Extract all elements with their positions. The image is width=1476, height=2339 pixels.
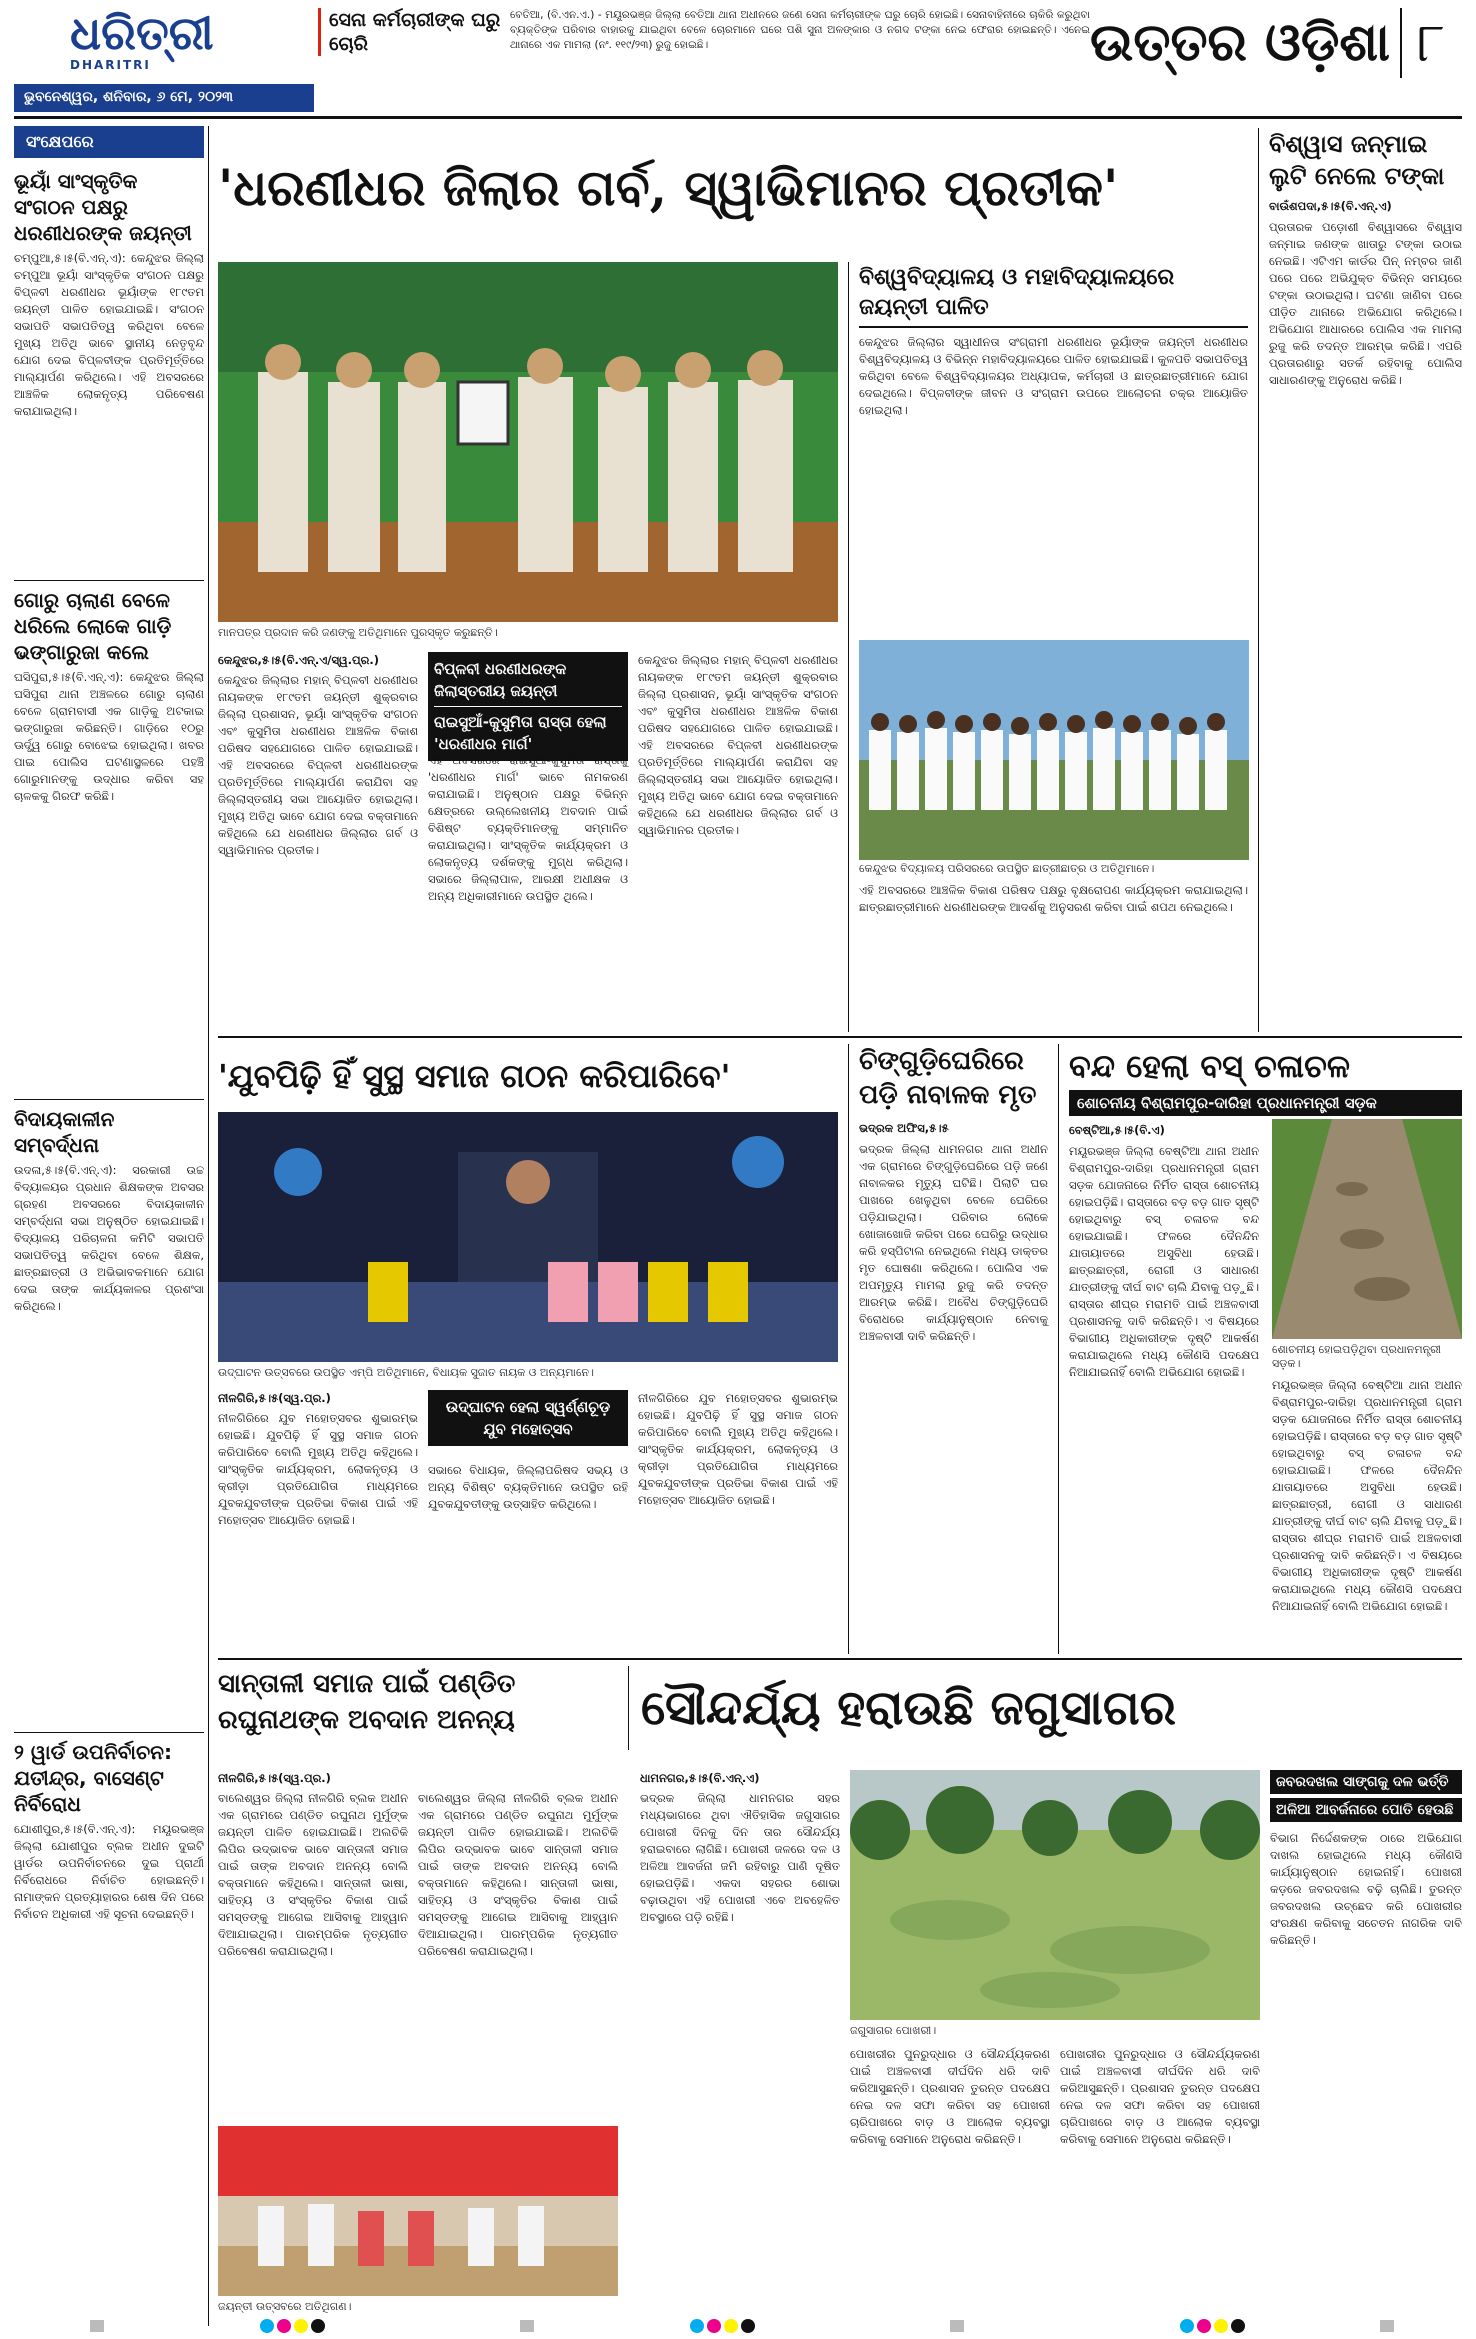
magenta-dot xyxy=(707,2319,721,2333)
lead-sub-box xyxy=(428,652,628,761)
santali-body-2: ବାଲେଶ୍ୱର ଜିଲ୍ଲା ନୀଳଗିରି ବ୍ଲକ ଅଧୀନ ଏକ ଗ୍ରାମରେ ପଣ୍ଡିତ ରଘୁନାଥ ମୁର୍ମୁଙ୍କ ଜୟନ୍ତୀ ପାଳିତ ହୋଇଯାଇଛି। ଅଲଚିକି ଲିପିର ଉଦ୍ଭାବକ ଭାବେ ସାନ୍ତାଳୀ ସମାଜ ପାଇଁ ତାଙ୍କ ଅବଦାନ ଅନନ୍ୟ ବୋଲି ବକ୍ତାମାନେ କହିଥିଲେ। ସାନ୍ତାଳୀ ଭାଷା, ସାହିତ୍ୟ ଓ ସଂସ୍କୃତିର ବିକାଶ ପାଇଁ ସମସ୍ତଙ୍କୁ ଆଗେଇ ଆସିବାକୁ ଆହ୍ୱାନ ଦିଆଯାଇଥିଲା। ପାରମ୍ପରିକ ନୃତ୍ୟଗୀତ ପରିବେଷଣ କରାଯାଇଥିଲା। xyxy=(418,1791,618,1958)
cmyk-marks xyxy=(1180,2318,1260,2332)
masthead-logo xyxy=(70,8,220,88)
bus-headline: ବନ୍ଦ ହେଲା ବସ୍ ଚଳାଚଳ xyxy=(1069,1047,1350,1085)
magenta-dot xyxy=(277,2319,291,2333)
youth-headline: 'ଯୁବପିଢ଼ି ହିଁ ସୁସ୍ଥ ସମାଜ ଗଠନ କରିପାରିବେ' xyxy=(218,1057,731,1095)
brief-item xyxy=(14,1099,204,1722)
bank-story xyxy=(1258,128,1462,1032)
jagusagar-body-4: ବିଭାଗ ନିର୍ଦ୍ଦେଶକଙ୍କ ଠାରେ ଅଭିଯୋଗ ଦାଖଲ ହୋଇଥିଲେ ମଧ୍ୟ କୌଣସି କାର୍ଯ୍ୟାନୁଷ୍ଠାନ ହୋଇନାହିଁ। ପୋଖରୀ କଡ଼ରେ ଜବରଦଖଲ ବଢ଼ି ଚାଲିଛି। ତୁରନ୍ତ ଜବରଦଖଲ ଉଚ୍ଛେଦ କରି ପୋଖରୀର ସଂରକ୍ଷଣ କରିବାକୁ ସଚେତନ ନାଗରିକ ଦାବି କରିଛନ୍ତି। xyxy=(1270,1831,1462,1947)
black-dot xyxy=(1231,2319,1245,2333)
section-name: ଉତ୍ତର ଓଡ଼ିଶା xyxy=(1090,12,1390,73)
brief-body: ଘସିପୁରା,୫।୫(ବି.ଏନ୍.ଏ): କେନ୍ଦୁଝର ଜିଲ୍ଲା ଘସିପୁରା ଥାନା ଅଞ୍ଚଳରେ ଗୋରୁ ଚାଲାଣ ବେଳେ ଗ୍ରାମବାସୀ ଏକ ଗାଡ଼ିକୁ ଅଟକାଇ ଭଙ୍ଗାରୁଜା କରିଛନ୍ତି। ଗାଡ଼ିରେ ୧୦ରୁ ଊର୍ଦ୍ଧ୍ୱ ଗୋରୁ ବୋଝେଇ ହୋଇଥିଲା। ଖବର ପାଇ ପୋଲିସ ଘଟଣାସ୍ଥଳରେ ପହଞ୍ଚି ଗୋରୁମାନଙ୍କୁ ଉଦ୍ଧାର କରିବା ସହ ଚାଳକକୁ ଗିରଫ କରିଛି। xyxy=(14,670,204,803)
jagusagar-body-3: ପୋଖରୀର ପୁନରୁଦ୍ଧାର ଓ ସୌନ୍ଦର୍ଯ୍ୟକରଣ ପାଇଁ ଅଞ୍ଚଳବାସୀ ଦୀର୍ଘଦିନ ଧରି ଦାବି କରିଆସୁଛନ୍ତି। ପ୍ରଶାସନ ତୁରନ୍ତ ପଦକ୍ଷେପ ନେଇ ଦଳ ସଫା କରିବା ସହ ପୋଖରୀ ଚାରିପାଖରେ ବାଡ଼ ଓ ଆଲୋକ ବ୍ୟବସ୍ଥା କରିବାକୁ ସେମାନେ ଅନୁରୋଧ କରିଛନ୍ତି। xyxy=(1060,2047,1260,2146)
brief-body: ଚମ୍ପୁଆ,୫।୫(ବି.ଏନ୍.ଏ): କେନ୍ଦୁଝର ଜିଲ୍ଲା ଚମ୍ପୁଆ ଭୂୟାଁ ସାଂସ୍କୃତିକ ସଂଗଠନ ପକ୍ଷରୁ ବିପ୍ଳବୀ ଧରଣୀଧର ଭୂୟାଁଙ୍କ ୧୮୯ତମ ଜୟନ୍ତୀ ପାଳିତ ହୋଇଯାଇଛି। ସଂଗଠନ ସଭାପତି ସଭାପତିତ୍ୱ କରିଥିବା ବେଳେ ମୁଖ୍ୟ ଅତିଥି ଭାବେ ସ୍ଥାନୀୟ ନେତୃବୃନ୍ଦ ଯୋଗ ଦେଇ ବିପ୍ଳବୀଙ୍କ ପ୍ରତିମୂର୍ତ୍ତିରେ ମାଲ୍ୟାର୍ପଣ କରିଥିଲେ। ଏହି ଅବସରରେ ଆଞ୍ଚଳିକ ଲୋକନୃତ୍ୟ ପରିବେଷଣ କରାଯାଇଥିଲା। xyxy=(14,251,204,418)
bus-body: ମୟୂରଭଞ୍ଜ ଜିଲ୍ଲା ବେଷ୍ଟିଆ ଥାନା ଅଧୀନ ବିଶ୍ରାମପୁର-ଦାରିହା ପ୍ରଧାନମନ୍ତ୍ରୀ ଗ୍ରାମ ସଡ଼କ ଯୋଜନାରେ ନିର୍ମିତ ରାସ୍ତା ଶୋଚନୀୟ ହୋଇପଡ଼ିଛି। ରାସ୍ତାରେ ବଡ଼ ବଡ଼ ଗାତ ସୃଷ୍ଟି ହୋଇଥିବାରୁ ବସ୍ ଚଳାଚଳ ବନ୍ଦ ହୋଇଯାଇଛି। ଫଳରେ ଦୈନନ୍ଦିନ ଯାତାୟାତରେ ଅସୁବିଧା ହେଉଛି। ଛାତ୍ରଛାତ୍ରୀ, ରୋଗୀ ଓ ସାଧାରଣ ଯାତ୍ରୀଙ୍କୁ ଦୀର୍ଘ ବାଟ ଚାଲି ଯିବାକୁ ପଡ଼ୁଛି। ରାସ୍ତାର ଶୀଘ୍ର ମରାମତି ପାଇଁ ଅଞ୍ଚଳବାସୀ ପ୍ରଶାସନକୁ ଦାବି କରିଛନ୍ତି। ଏ ବିଷୟରେ ବିଭାଗୀୟ ଅଧିକାରୀଙ୍କ ଦୃଷ୍ଟି ଆକର୍ଷଣ କରାଯାଇଥିଲେ ମଧ୍ୟ କୌଣସି ପଦକ୍ଷେପ ନିଆଯାଇନାହିଁ ବୋଲି ଅଭିଯୋଗ ହୋଇଛି। xyxy=(1069,1144,1259,1379)
drown-body: ଭଦ୍ରକ ଜିଲ୍ଲା ଧାମନଗର ଥାନା ଅଧୀନ ଏକ ଗ୍ରାମରେ ଚିଙ୍ଗୁଡ଼ିଘେରିରେ ପଡ଼ି ଜଣେ ନାବାଳକର ମୃତ୍ୟୁ ଘଟିଛି। ପିଲାଟି ଘର ପାଖରେ ଖେଳୁଥିବା ବେଳେ ଘେରିରେ ପଡ଼ିଯାଇଥିଲା। ପରିବାର ଲୋକେ ଖୋଜାଖୋଜି କରିବା ପରେ ଘେରିରୁ ଉଦ୍ଧାର କରି ହସ୍ପିଟାଲ ନେଇଥିଲେ ମଧ୍ୟ ଡାକ୍ତର ମୃତ ଘୋଷଣା କରିଥିଲେ। ପୋଲିସ ଏକ ଅପମୃତ୍ୟୁ ମାମଲା ରୁଜୁ କରି ତଦନ୍ତ ଆରମ୍ଭ କରିଛି। ଅବୈଧ ଚିଙ୍ଗୁଡ଼ିଘେରି ବିରୋଧରେ କାର୍ଯ୍ୟାନୁଷ୍ଠାନ ନେବାକୁ ଅଞ୍ଚଳବାସୀ ଦାବି କରିଛନ୍ତି। xyxy=(859,1142,1048,1343)
university-headline: ବିଶ୍ୱବିଦ୍ୟାଳୟ ଓ ମହାବିଦ୍ୟାଳୟରେ ଜୟନ୍ତୀ ପାଳିତ xyxy=(859,262,1248,328)
registration-block xyxy=(520,2320,534,2332)
registration-block xyxy=(90,2320,104,2332)
bus-photo-block xyxy=(1272,1119,1462,1613)
lead-photo-image xyxy=(218,262,838,622)
youth-photo xyxy=(218,1112,838,1362)
black-dot xyxy=(741,2319,755,2333)
lead-dateline: କେନ୍ଦୁଝର,୫।୫(ବି.ଏନ୍.ଏ/ସ୍ୱ.ପ୍ର.) xyxy=(218,653,379,667)
jagusagar-body: ଭଦ୍ରକ ଜିଲ୍ଲା ଧାମନଗର ସହର ମଧ୍ୟଭାଗରେ ଥିବା ଐତିହାସିକ ଜଗୁସାଗର ପୋଖରୀ ଦିନକୁ ଦିନ ତାର ସୌନ୍ଦର୍ଯ୍ୟ ହରାଇବାରେ ଲାଗିଛି। ପୋଖରୀ ଜଳରେ ଦଳ ଓ ଅଳିଆ ଆବର୍ଜନା ଜମି ରହିବାରୁ ପାଣି ଦୂଷିତ ହୋଇପଡ଼ିଛି। ଏକଦା ସହରର ଶୋଭା ବଢ଼ାଉଥିବା ଏହି ପୋଖରୀ ଏବେ ଅବହେଳିତ ଅବସ୍ଥାରେ ପଡ଼ି ରହିଛି। xyxy=(640,1791,840,1924)
youth-sub-box-line: ଉଦ୍‌ଘାଟନ ହେଲା ସ୍ୱର୍ଣ୍ଣଚୂଡ଼ xyxy=(445,1398,611,1416)
santali-headline: ସାନ୍ତାଳୀ ସମାଜ ପାଇଁ ପଣ୍ଡିତ ରଘୁନାଥଙ୍କ ଅବଦାନ ଅନନ୍ୟ xyxy=(218,1669,516,1735)
lead-sub-box-line: ରାଇସୁଆଁ-କୁସୁମିତା ରାସ୍ତା ହେଲା 'ଧରଣୀଧର ମାର୍ଗ' xyxy=(434,706,622,755)
yellow-dot xyxy=(724,2319,738,2333)
logo-subtitle: DHARITRI xyxy=(70,58,151,72)
lead-caption: ମାନପତ୍ର ପ୍ରଦାନ କରି ଜଣଙ୍କୁ ଅତିଥିମାନେ ପୁରସ୍କୃତ କରୁଛନ୍ତି। xyxy=(218,626,498,639)
teaser-body: ବେତିଆ, (ବି.ଏନ.ଏ.) - ମୟୂରଭଞ୍ଜ ଜିଲ୍ଲା ବେତିଆ ଥାନା ଅଧୀନରେ ଜଣେ ସେନା କର୍ମଚାରୀଙ୍କ ଘରୁ ଚୋରି ହୋଇଛି। ସେନାବାହିନୀରେ ଚାକିରି କରୁଥିବା ବ୍ୟକ୍ତିଙ୍କ ପରିବାର ବାହାରକୁ ଯାଇଥିବା ବେଳେ ଚୋରମାନେ ଘରେ ପଶି ସୁନା ଅଳଙ୍କାର ଓ ନଗଦ ଟଙ୍କା ନେଇ ଫେରାର ହୋଇଛନ୍ତି। ଏନେଇ ଥାନାରେ ଏକ ମାମଲା (ନଂ. ୧୧୯/୨୩) ରୁଜୁ ହୋଇଛି। xyxy=(510,9,1090,51)
section-rule xyxy=(218,1658,1462,1660)
cmyk-marks xyxy=(690,2318,770,2332)
kicker-line: ଜବରଦଖଲ ସାଙ୍ଗକୁ ଦଳ ଭର୍ତ୍ତି xyxy=(1270,1770,1462,1794)
brief-title: ଗୋରୁ ଚାଲାଣ ବେଳେ ଧରିଲେ ଲୋକେ ଗାଡ଼ି ଭଙ୍ଗାରୁଜା କଲେ xyxy=(14,588,172,664)
jagusagar-photo xyxy=(850,1770,1260,2020)
lead-body-3: କେନ୍ଦୁଝର ଜିଲ୍ଲାର ମହାନ୍ ବିପ୍ଳବୀ ଧରଣୀଧର ନାୟକଙ୍କ ୧୮୯ତମ ଜୟନ୍ତୀ ଶୁକ୍ରବାର ଜିଲ୍ଲା ପ୍ରଶାସନ, ଭୂୟାଁ ସାଂସ୍କୃତିକ ସଂଗଠନ ଏବଂ କୁସୁମିତା ଧରଣୀଧର ଆଞ୍ଚଳିକ ବିକାଶ ପରିଷଦ ସହଯୋଗରେ ପାଳିତ ହୋଇଯାଇଛି। ଏହି ଅବସରରେ ବିପ୍ଳବୀ ଧରଣୀଧରଙ୍କ ପ୍ରତିମୂର୍ତ୍ତିରେ ମାଲ୍ୟାର୍ପଣ କରାଯିବା ସହ ଜିଲ୍ଲାସ୍ତରୀୟ ସଭା ଆୟୋଜିତ ହୋଇଥିଲା। ମୁଖ୍ୟ ଅତିଥି ଭାବେ ଯୋଗ ଦେଇ ବକ୍ତାମାନେ କହିଥିଲେ ଯେ ଧରଣୀଧର ଜିଲ୍ଲାର ଗର୍ବ ଓ ସ୍ୱାଭିମାନର ପ୍ରତୀକ। xyxy=(638,653,838,837)
bus-dateline: ବେଷ୍ଟିଆ,୫।୫(ବି.ଏ) xyxy=(1069,1123,1165,1137)
bank-headline: ବିଶ୍ୱାସ ଜନ୍ମାଇ ଲୁଟି ନେଲେ ଟଙ୍କା xyxy=(1269,129,1445,190)
youth-body-2: ସଭାରେ ବିଧାୟକ, ଜିଲ୍ଲାପରିଷଦ ସଭ୍ୟ ଓ ଅନ୍ୟ ବିଶିଷ୍ଟ ବ୍ୟକ୍ତିମାନେ ଉପସ୍ଥିତ ରହି ଯୁବକଯୁବତୀଙ୍କୁ ଉତ୍ସାହିତ କରିଥିଲେ। xyxy=(428,1463,628,1511)
jagusagar-photo-image xyxy=(850,1770,1260,2020)
teaser-headline: ସେନା କର୍ମଚାରୀଙ୍କ ଘରୁ ଚୋରି xyxy=(318,8,502,56)
yellow-dot xyxy=(294,2319,308,2333)
university-body: କେନ୍ଦୁଝର ଜିଲ୍ଲାର ସ୍ୱାଧୀନତା ସଂଗ୍ରାମୀ ଧରଣୀଧର ଭୂୟାଁଙ୍କ ଜୟନ୍ତୀ ଧରଣୀଧର ବିଶ୍ୱବିଦ୍ୟାଳୟ ଓ ବିଭିନ୍ନ ମହାବିଦ୍ୟାଳୟରେ ପାଳିତ ହୋଇଯାଇଛି। କୁଳପତି ସଭାପତିତ୍ୱ କରିଥିବା ବେଳେ ବିଶ୍ୱବିଦ୍ୟାଳୟର ଅଧ୍ୟାପକ, କର୍ମଚାରୀ ଓ ଛାତ୍ରଛାତ୍ରୀମାନେ ଯୋଗ ଦେଇଥିଲେ। ବିପ୍ଳବୀଙ୍କ ଜୀବନ ଓ ସଂଗ୍ରାମ ଉପରେ ଆଲୋଚନା ଚକ୍ର ଆୟୋଜିତ ହୋଇଥିଲା। xyxy=(859,335,1248,417)
bus-story xyxy=(1058,1044,1462,1654)
column-rule xyxy=(208,126,209,2326)
registration-block xyxy=(1380,2320,1394,2332)
cyan-dot xyxy=(260,2319,274,2333)
briefs-column xyxy=(14,126,204,2326)
jagusagar-kicker xyxy=(1270,1770,1462,2270)
bank-dateline: ବାଉଁଶପଦା,୫।୫(ବି.ଏନ୍.ଏ) xyxy=(1269,199,1392,213)
bank-body: ପ୍ରତାରକ ପଡ଼ୋଶୀ ବିଶ୍ୱାସରେ ବିଶ୍ୱାସ ଜନ୍ମାଇ ଜଣଙ୍କ ଖାତାରୁ ଟଙ୍କା ଉଠାଇ ନେଇଛି। ଏଟିଏମ କାର୍ଡର ପିନ୍ ନମ୍ବର ଜାଣି ପରେ ପରେ ଅଭିଯୁକ୍ତ ବିଭିନ୍ନ ସମୟରେ ଟଙ୍କା ଉଠାଇଥିଲା। ଘଟଣା ଜାଣିବା ପରେ ପୀଡ଼ିତ ଥାନାରେ ଅଭିଯୋଗ କରିଥିଲେ। ଅଭିଯୋଗ ଆଧାରରେ ପୋଲିସ ଏକ ମାମଲା ରୁଜୁ କରି ତଦନ୍ତ ଆରମ୍ଭ କରିଛି। ଏପରି ପ୍ରତାରଣାରୁ ସତର୍କ ରହିବାକୁ ପୋଲିସ ସାଧାରଣଙ୍କୁ ଅନୁରୋଧ କରିଛି। xyxy=(1269,220,1462,387)
briefs-header: ସଂକ୍ଷେପରେ xyxy=(14,126,204,158)
drown-headline: ଚିଙ୍ଗୁଡ଼ିଘେରିରେ ପଡ଼ି ନାବାଳକ ମୃତ xyxy=(859,1046,1037,1110)
university-photo xyxy=(859,640,1249,860)
page-number: ୮ xyxy=(1400,8,1460,78)
brief-body: ଉଦଳା,୫।୫(ବି.ଏନ୍.ଏ): ସରକାରୀ ଉଚ୍ଚ ବିଦ୍ୟାଳୟର ପ୍ରଧାନ ଶିକ୍ଷକଙ୍କ ଅବସର ଗ୍ରହଣ ଅବସରରେ ବିଦାୟକାଳୀନ ସମ୍ବର୍ଦ୍ଧନା ସଭା ଅନୁଷ୍ଠିତ ହୋଇଯାଇଛି। ବିଦ୍ୟାଳୟ ପରିଚାଳନା କମିଟି ସଭାପତି ସଭାପତିତ୍ୱ କରିଥିବା ବେଳେ ଶିକ୍ଷକ, ଛାତ୍ରଛାତ୍ରୀ ଓ ଅଭିଭାବକମାନେ ଯୋଗ ଦେଇ ତାଙ୍କ କାର୍ଯ୍ୟକାଳର ପ୍ରଶଂସା କରିଥିଲେ। xyxy=(14,1163,204,1313)
brief-item xyxy=(14,168,204,570)
bus-caption: ଶୋଚନୀୟ ହୋଇପଡ଼ିଥିବା ପ୍ରଧାନମନ୍ତ୍ରୀ ସଡ଼କ। xyxy=(1272,1343,1441,1370)
youth-photo-image xyxy=(218,1112,838,1362)
brief-title: ଭୂୟାଁ ସାଂସ୍କୃତିକ ସଂଗଠନ ପକ୍ଷରୁ ଧରଣୀଧରଙ୍କ ଜୟନ୍ତୀ xyxy=(14,169,192,245)
yellow-dot xyxy=(1214,2319,1228,2333)
registration-block xyxy=(950,2320,964,2332)
lead-body-2: ଏହି ଅବସରରେ ରାଇସୁଆଁ-କୁସୁମିତା ରାସ୍ତାକୁ 'ଧରଣୀଧର ମାର୍ଗ' ଭାବେ ନାମକରଣ କରାଯାଇଛି। ଅନୁଷ୍ଠାନ ପକ୍ଷରୁ ବିଭିନ୍ନ କ୍ଷେତ୍ରରେ ଉଲ୍ଲେଖନୀୟ ଅବଦାନ ପାଇଁ ବିଶିଷ୍ଟ ବ୍ୟକ୍ତିମାନଙ୍କୁ ସମ୍ମାନିତ କରାଯାଇଥିଲା। ସାଂସ୍କୃତିକ କାର୍ଯ୍ୟକ୍ରମ ଓ ଲୋକନୃତ୍ୟ ଦର୍ଶକଙ୍କୁ ମୁଗ୍ଧ କରିଥିଲା। ସଭାରେ ଜିଲ୍ଲାପାଳ, ଆରକ୍ଷୀ ଅଧୀକ୍ଷକ ଓ ଅନ୍ୟ ଅଧିକାରୀମାନେ ଉପସ୍ଥିତ ଥିଲେ। xyxy=(428,753,628,903)
jagusagar-headline: ସୌନ୍ଦର୍ଯ୍ୟ ହରାଉଛି ଜଗୁସାଗର xyxy=(628,1666,1462,1750)
santali-caption: ଜୟନ୍ତୀ ଉତ୍ସବରେ ଅତିଥିଗଣ। xyxy=(218,2300,352,2313)
santali-photo-image xyxy=(218,2126,618,2296)
magenta-dot xyxy=(1197,2319,1211,2333)
youth-sub-box xyxy=(428,1390,628,1446)
masthead-rule xyxy=(14,116,1462,119)
brief-title: ୨ ୱାର୍ଡ ଉପନିର୍ବାଚନ: ଯତୀନ୍ଦ୍ର, ବାସେଣ୍ଟ ନିର୍ବିରୋଧ xyxy=(14,1740,172,1816)
university-caption: କେନ୍ଦୁଝର ବିଦ୍ୟାଳୟ ପରିସରରେ ଉପସ୍ଥିତ ଛାତ୍ରୀଛାତ୍ର ଓ ଅତିଥିମାନେ। xyxy=(859,862,1155,875)
drown-dateline: ଭଦ୍ରକ ଅଫିସ,୫।୫ xyxy=(859,1121,949,1135)
bus-subhead: ଶୋଚନୀୟ ବିଶ୍ରାମପୁର-ଦାରିହା ପ୍ରଧାନମନ୍ତ୍ରୀ ସଡ଼କ xyxy=(1069,1090,1462,1116)
lead-photo xyxy=(218,262,838,622)
youth-dateline: ନୀଳଗିରି,୫।୫(ସ୍ୱ.ପ୍ର.) xyxy=(218,1391,331,1405)
jagusagar-dateline: ଧାମନଗର,୫।୫(ବି.ଏନ୍.ଏ) xyxy=(640,1771,760,1785)
kicker-line: ଅଳିଆ ଆବର୍ଜନାରେ ପୋତି ହେଉଛି xyxy=(1270,1798,1462,1822)
youth-body: ନୀଳଗିରିରେ ଯୁବ ମହୋତ୍ସବର ଶୁଭାରମ୍ଭ ହୋଇଛି। ଯୁବପିଢ଼ି ହିଁ ସୁସ୍ଥ ସମାଜ ଗଠନ କରିପାରିବେ ବୋଲି ମୁଖ୍ୟ ଅତିଥି କହିଥିଲେ। ସାଂସ୍କୃତିକ କାର୍ଯ୍ୟକ୍ରମ, ଲୋକନୃତ୍ୟ ଓ କ୍ରୀଡ଼ା ପ୍ରତିଯୋଗିତା ମାଧ୍ୟମରେ ଯୁବକଯୁବତୀଙ୍କ ପ୍ରତିଭା ବିକାଶ ପାଇଁ ଏହି ମହୋତ୍ସବ ଆୟୋଜିତ ହୋଇଛି। xyxy=(218,1411,418,1527)
bus-photo xyxy=(1272,1119,1462,1339)
cyan-dot xyxy=(690,2319,704,2333)
lead-body: କେନ୍ଦୁଝର ଜିଲ୍ଲାର ମହାନ୍ ବିପ୍ଳବୀ ଧରଣୀଧର ନାୟକଙ୍କ ୧୮୯ତମ ଜୟନ୍ତୀ ଶୁକ୍ରବାର ଜିଲ୍ଲା ପ୍ରଶାସନ, ଭୂୟାଁ ସାଂସ୍କୃତିକ ସଂଗଠନ ଏବଂ କୁସୁମିତା ଧରଣୀଧର ଆଞ୍ଚଳିକ ବିକାଶ ପରିଷଦ ସହଯୋଗରେ ପାଳିତ ହୋଇଯାଇଛି। ଏହି ଅବସରରେ ବିପ୍ଳବୀ ଧରଣୀଧରଙ୍କ ପ୍ରତିମୂର୍ତ୍ତିରେ ମାଲ୍ୟାର୍ପଣ କରାଯିବା ସହ ଜିଲ୍ଲାସ୍ତରୀୟ ସଭା ଆୟୋଜିତ ହୋଇଥିଲା। ମୁଖ୍ୟ ଅତିଥି ଭାବେ ଯୋଗ ଦେଇ ବକ୍ତାମାନେ କହିଥିଲେ ଯେ ଧରଣୀଧର ଜିଲ୍ଲାର ଗର୍ବ ଓ ସ୍ୱାଭିମାନର ପ୍ରତୀକ। xyxy=(218,673,418,857)
black-dot xyxy=(311,2319,325,2333)
cyan-dot xyxy=(1180,2319,1194,2333)
drown-story xyxy=(848,1044,1048,1654)
university-story xyxy=(848,262,1248,1032)
brief-item xyxy=(14,1732,204,2241)
santali-photo xyxy=(218,2126,618,2296)
lead-sub-box-line: ବିପ୍ଳବୀ ଧରଣୀଧରଙ୍କ ଜିଲାସ୍ତରୀୟ ଜୟନ୍ତୀ xyxy=(434,660,567,700)
jagusagar-body-2: ପୋଖରୀର ପୁନରୁଦ୍ଧାର ଓ ସୌନ୍ଦର୍ଯ୍ୟକରଣ ପାଇଁ ଅଞ୍ଚଳବାସୀ ଦୀର୍ଘଦିନ ଧରି ଦାବି କରିଆସୁଛନ୍ତି। ପ୍ରଶାସନ ତୁରନ୍ତ ପଦକ୍ଷେପ ନେଇ ଦଳ ସଫା କରିବା ସହ ପୋଖରୀ ଚାରିପାଖରେ ବାଡ଼ ଓ ଆଲୋକ ବ୍ୟବସ୍ଥା କରିବାକୁ ସେମାନେ ଅନୁରୋଧ କରିଛନ୍ତି। xyxy=(850,2047,1050,2146)
youth-caption: ଉଦ୍‌ଘାଟନ ଉତ୍ସବରେ ଉପସ୍ଥିତ ଏମ୍‌ପି ଅତିଥିମାନେ, ବିଧାୟକ ସୁଜାତ ନାୟକ ଓ ଅନ୍ୟମାନେ। xyxy=(218,1366,594,1379)
dateline: ଭୁବନେଶ୍ୱର, ଶନିବାର, ୬ ମେ, ୨୦୨୩ xyxy=(14,84,314,112)
brief-body: ଯୋଶୀପୁର,୫।୫(ବି.ଏନ୍.ଏ): ମୟୂରଭଞ୍ଜ ଜିଲ୍ଲା ଯୋଶୀପୁର ବ୍ଲକ ଅଧୀନ ଦୁଇଟି ୱାର୍ଡର ଉପନିର୍ବାଚନରେ ଦୁଇ ପ୍ରାର୍ଥୀ ନିର୍ବିରୋଧରେ ନିର୍ବାଚିତ ହୋଇଛନ୍ତି। ନାମାଙ୍କନ ପ୍ରତ୍ୟାହାରର ଶେଷ ଦିନ ପରେ ନିର୍ବାଚନ ଅଧିକାରୀ ଏହି ସୂଚନା ଦେଇଛନ୍ତି। xyxy=(14,1822,204,1921)
santali-dateline: ନୀଳଗିରି,୫।୫(ସ୍ୱ.ପ୍ର.) xyxy=(218,1771,331,1785)
lead-headline: 'ଧରଣୀଧର ଜିଲାର ଗର୍ବ, ସ୍ୱାଭିମାନର ପ୍ରତୀକ' xyxy=(218,158,1119,217)
university-photo-image xyxy=(859,640,1249,860)
university-body-2: ଏହି ଅବସରରେ ଆଞ୍ଚଳିକ ବିକାଶ ପରିଷଦ ପକ୍ଷରୁ ବୃକ୍ଷରୋପଣ କାର୍ଯ୍ୟକ୍ରମ କରାଯାଇଥିଲା। ଛାତ୍ରଛାତ୍ରୀମାନେ ଧରଣୀଧରଙ୍କ ଆଦର୍ଶକୁ ଅନୁସରଣ କରିବା ପାଇଁ ଶପଥ ନେଇଥିଲେ। xyxy=(859,883,1248,914)
cmyk-marks xyxy=(260,2318,340,2332)
section-rule xyxy=(218,1036,1462,1038)
brief-title: ବିଦାୟକାଳୀନ ସମ୍ବର୍ଦ୍ଧନା xyxy=(14,1107,115,1157)
brief-item xyxy=(14,580,204,1089)
santali-body: ବାଲେଶ୍ୱର ଜିଲ୍ଲା ନୀଳଗିରି ବ୍ଲକ ଅଧୀନ ଏକ ଗ୍ରାମରେ ପଣ୍ଡିତ ରଘୁନାଥ ମୁର୍ମୁଙ୍କ ଜୟନ୍ତୀ ପାଳିତ ହୋଇଯାଇଛି। ଅଲଚିକି ଲିପିର ଉଦ୍ଭାବକ ଭାବେ ସାନ୍ତାଳୀ ସମାଜ ପାଇଁ ତାଙ୍କ ଅବଦାନ ଅନନ୍ୟ ବୋଲି ବକ୍ତାମାନେ କହିଥିଲେ। ସାନ୍ତାଳୀ ଭାଷା, ସାହିତ୍ୟ ଓ ସଂସ୍କୃତିର ବିକାଶ ପାଇଁ ସମସ୍ତଙ୍କୁ ଆଗେଇ ଆସିବାକୁ ଆହ୍ୱାନ ଦିଆଯାଇଥିଲା। ପାରମ୍ପରିକ ନୃତ୍ୟଗୀତ ପରିବେଷଣ କରାଯାଇଥିଲା। xyxy=(218,1791,408,1958)
youth-body-3: ନୀଳଗିରିରେ ଯୁବ ମହୋତ୍ସବର ଶୁଭାରମ୍ଭ ହୋଇଛି। ଯୁବପିଢ଼ି ହିଁ ସୁସ୍ଥ ସମାଜ ଗଠନ କରିପାରିବେ ବୋଲି ମୁଖ୍ୟ ଅତିଥି କହିଥିଲେ। ସାଂସ୍କୃତିକ କାର୍ଯ୍ୟକ୍ରମ, ଲୋକନୃତ୍ୟ ଓ କ୍ରୀଡ଼ା ପ୍ରତିଯୋଗିତା ମାଧ୍ୟମରେ ଯୁବକଯୁବତୀଙ୍କ ପ୍ରତିଭା ବିକାଶ ପାଇଁ ଏହି ମହୋତ୍ସବ ଆୟୋଜିତ ହୋଇଛି। xyxy=(638,1391,838,1507)
youth-sub-box-line: ଯୁବ ମହୋତ୍ସବ xyxy=(483,1420,573,1438)
logo-text: ଧରିତ୍ରୀ xyxy=(70,6,214,60)
jagusagar-caption: ଜଗୁସାଗର ପୋଖରୀ। xyxy=(850,2024,937,2037)
bus-body-2: ମୟୂରଭଞ୍ଜ ଜିଲ୍ଲା ବେଷ୍ଟିଆ ଥାନା ଅଧୀନ ବିଶ୍ରାମପୁର-ଦାରିହା ପ୍ରଧାନମନ୍ତ୍ରୀ ଗ୍ରାମ ସଡ଼କ ଯୋଜନାରେ ନିର୍ମିତ ରାସ୍ତା ଶୋଚନୀୟ ହୋଇପଡ଼ିଛି। ରାସ୍ତାରେ ବଡ଼ ବଡ଼ ଗାତ ସୃଷ୍ଟି ହୋଇଥିବାରୁ ବସ୍ ଚଳାଚଳ ବନ୍ଦ ହୋଇଯାଇଛି। ଫଳରେ ଦୈନନ୍ଦିନ ଯାତାୟାତରେ ଅସୁବିଧା ହେଉଛି। ଛାତ୍ରଛାତ୍ରୀ, ରୋଗୀ ଓ ସାଧାରଣ ଯାତ୍ରୀଙ୍କୁ ଦୀର୍ଘ ବାଟ ଚାଲି ଯିବାକୁ ପଡ଼ୁଛି। ରାସ୍ତାର ଶୀଘ୍ର ମରାମତି ପାଇଁ ଅଞ୍ଚଳବାସୀ ପ୍ରଶାସନକୁ ଦାବି କରିଛନ୍ତି। ଏ ବିଷୟରେ ବିଭାଗୀୟ ଅଧିକାରୀଙ୍କ ଦୃଷ୍ଟି ଆକର୍ଷଣ କରାଯାଇଥିଲେ ମଧ୍ୟ କୌଣସି ପଦକ୍ଷେପ ନିଆଯାଇନାହିଁ ବୋଲି ଅଭିଯୋଗ ହୋଇଛି। xyxy=(1272,1378,1462,1613)
